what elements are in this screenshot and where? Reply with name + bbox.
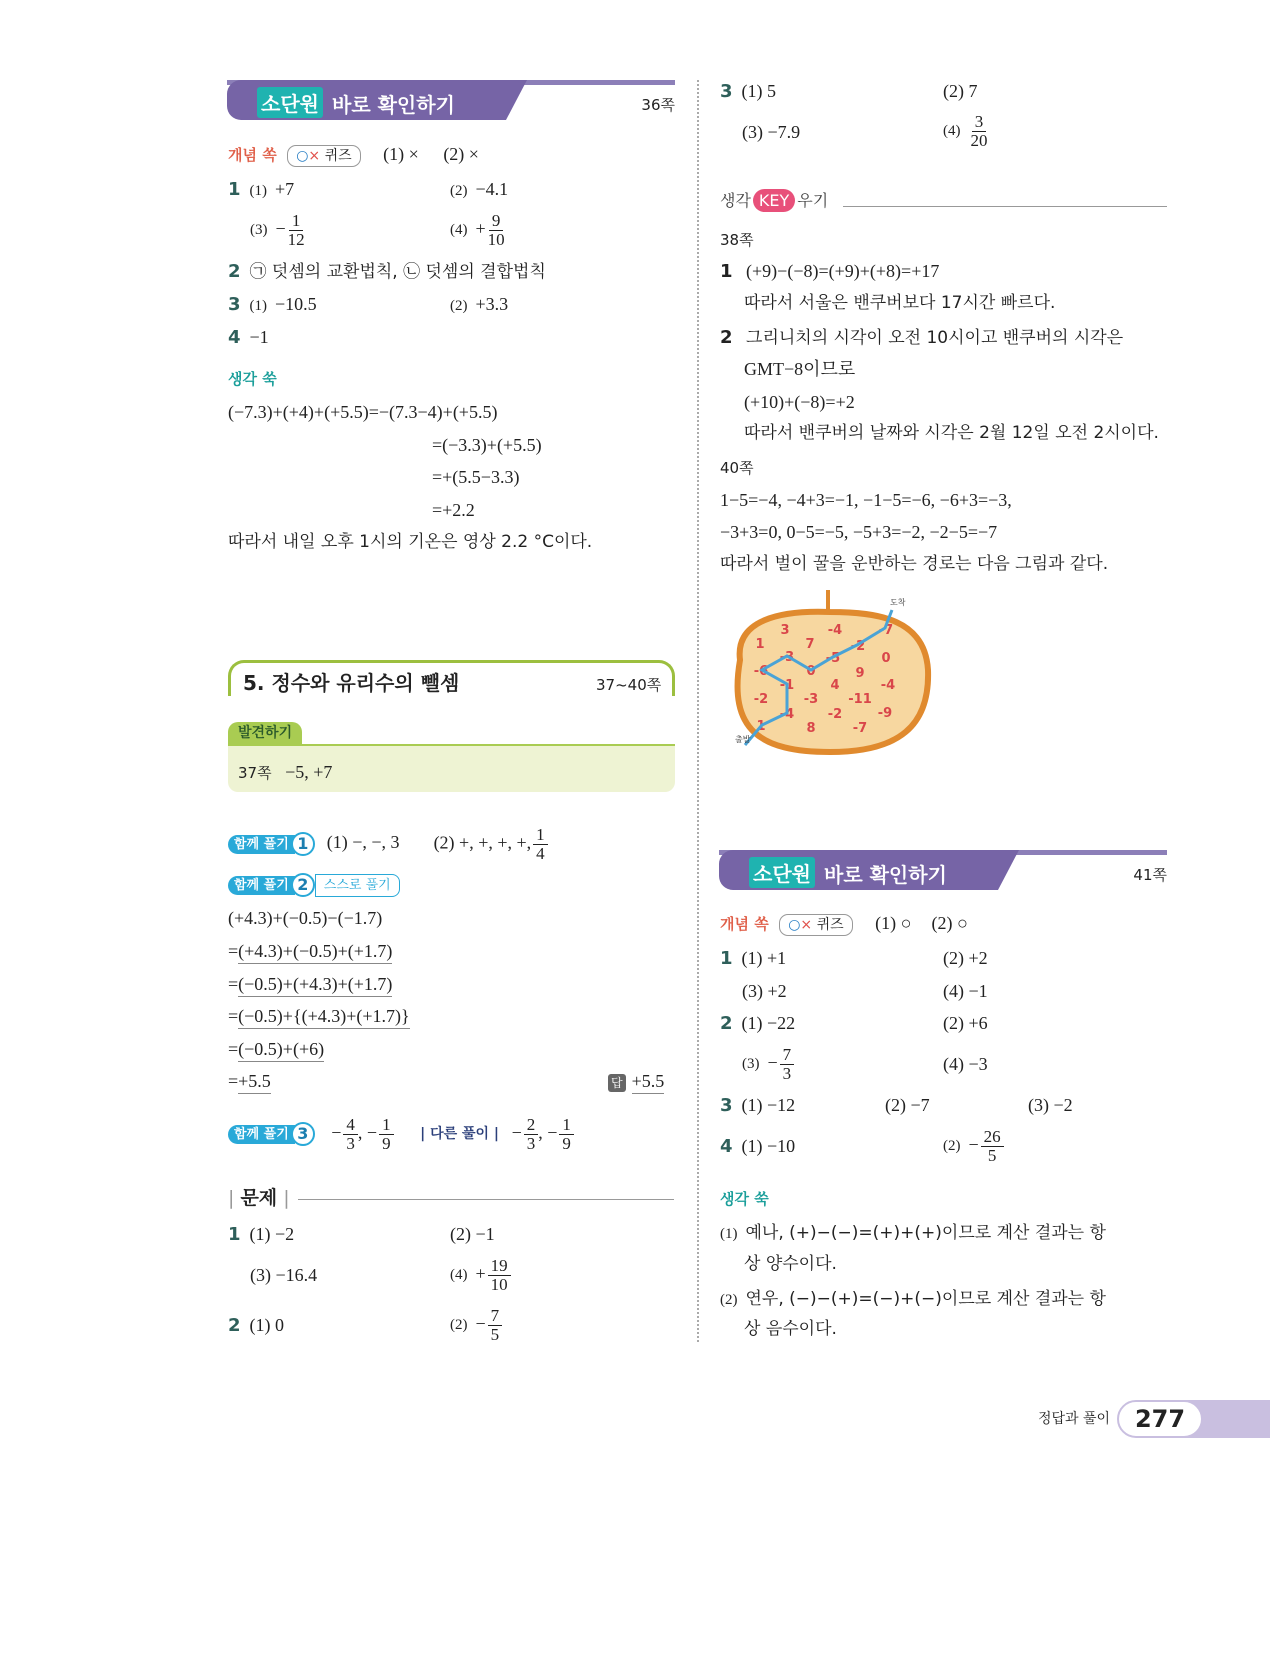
key-line: 2 그리니치의 시각이 오전 10시이고 밴쿠버의 시각은 [720,327,1124,348]
cell: -2 [753,692,769,707]
end-label: 도착 [890,598,906,607]
work-line: (+4.3)+(−0.5)−(−1.7) [228,908,383,928]
cell: 1 [756,719,766,734]
page-ref: 40쪽 [720,459,754,477]
key-heading: 생각 KEY 우기 [720,191,829,210]
key-line: 따라서 벌이 꿀을 운반하는 경로는 다음 그림과 같다. [720,554,1109,574]
q3-row: 3 (1) −10.5 [228,294,317,315]
together-2-row: 함께 풀기 2 스스로 풀기 [228,873,400,897]
alt-solution-label: 다른 풀이 [430,1126,490,1143]
answer: 3 (1) −12 [720,1095,796,1116]
cell: -5 [825,651,841,666]
fraction: $\frac{9}{10}$ [487,211,505,249]
discover-box: 37쪽 −5, +7 [228,744,675,792]
q4-row: 4 −1 [228,327,269,348]
answer: (3) −2 [1028,1095,1073,1115]
key-line: −3+3=0, 0−5=−5, −5+3=−2, −2−5=−7 [720,522,998,542]
answer: (2) − $\frac{7}{5}$ [450,1307,502,1344]
answer: (4) $\frac{3}{20}$ [943,112,988,150]
answer: (2) − $\frac{26}{5}$ [943,1128,1004,1165]
cell: -4 [880,678,896,693]
answer: (2) +2 [943,948,988,968]
answer: 2 (1) 0 [228,1315,285,1336]
answer: (3) − $\frac{7}{3}$ [742,1046,794,1083]
key-line: (+10)+(−8)=+2 [744,392,855,412]
cell: -4 [779,707,795,722]
fraction: $\frac{1}{12}$ [287,211,305,249]
cell: -7 [878,623,894,638]
cell: 4 [830,678,840,693]
equation-line: =(−3.3)+(+5.5) [432,435,542,455]
answer: 3 (1) 5 [720,81,777,102]
work-line: =(−0.5)+(+6) [228,1040,324,1058]
think-line: 상 음수이다. [744,1319,837,1339]
cell: -3 [803,692,819,707]
answer: (4) −1 [943,981,988,1001]
ox-quiz-badge: ○× 퀴즈 [287,145,360,167]
cell: -9 [877,706,893,721]
answer: 2 (1) −22 [720,1013,796,1034]
honeycomb-stem [826,590,830,612]
cell: 0 [806,664,816,679]
cell: -1 [779,678,795,693]
cell: 7 [805,637,815,652]
answer: (2) +3.3 [450,294,509,314]
answer: (4) + $\frac{19}{10}$ [450,1257,511,1294]
equation-line: =+2.2 [432,500,475,520]
work-line: =(−0.5)+(+4.3)+(+1.7) [228,975,392,993]
key-line: 따라서 밴쿠버의 날짜와 시각은 2월 12일 오전 2시이다. [744,423,1159,443]
think-label: 생각 쑥 [720,1190,769,1208]
cell: 8 [806,721,816,736]
work-line: =+5.5 [228,1072,271,1090]
together-1-row: 함께 풀기 1 (1) −, −, 3 (2) +, +, +, +, $\frac{1}{4}$ [228,826,548,863]
section-header-36 [227,80,675,120]
section-tag: 소단원 [749,857,815,888]
equation-line: (−7.3)+(+4)+(+5.5)=−(7.3−4)+(+5.5) [228,402,498,422]
final-answer: 답 +5.5 [608,1072,664,1090]
cell: -4 [827,623,843,638]
cell: -2 [850,639,866,654]
heading-rule [298,1199,674,1200]
section5-title: 5. 정수와 유리수의 뺄셈 [243,671,460,695]
answer: (2) 7 [943,81,978,101]
think-line: (1) 예나, (+)−(−)=(+)+(+)이므로 계산 결과는 항 [720,1223,1106,1243]
page-number: 277 [1117,1400,1203,1438]
together-3-row: 함께 풀기 3 − $\frac{4}{3}$ , − $\frac{1}{9}$ | 다른 풀이 | − $\frac{2}{3}$ , − $\frac{1}{9}$ [228,1116,574,1153]
answer: (3) − $\frac{1}{12}$ [250,211,305,249]
answer: (2) −4.1 [450,179,509,199]
cell: -2 [827,707,843,722]
section5-pages: 37~40쪽 [596,676,662,694]
honeycomb-path-figure [720,585,935,765]
think-label: 생각 쑥 [228,370,277,388]
heading-rule [843,206,1167,207]
start-label: 출발 [735,735,751,744]
problems-heading: | 문제 | [228,1187,290,1209]
page-ref: 38쪽 [720,231,754,249]
cell: 9 [855,666,865,681]
discover-tab: 발견하기 [228,722,302,744]
page-ref: 41쪽 [1133,866,1167,884]
section-tag: 소단원 [257,87,323,118]
work-line: =(−0.5)+{(+4.3)+(+1.7)} [228,1007,410,1025]
key-line: 1 (+9)−(−8)=(+9)+(+8)=+17 [720,261,940,282]
think-line: 상 양수이다. [744,1254,837,1274]
answer: 4 (1) −10 [720,1136,796,1157]
q1-row1: 1 (1) +7 [228,179,295,200]
answer: (3) −16.4 [250,1265,318,1285]
concept-quiz-row: 개념 쏙 ○× 퀴즈 (1) ○ (2) ○ [720,914,968,932]
concept-quiz-row [228,145,479,163]
cell: -6 [753,664,769,679]
answer: (4) + $\frac{9}{10}$ [450,211,505,249]
q2-row: 2 ㉠ 덧셈의 교환법칙, ㉡ 덧셈의 결합법칙 [228,261,546,282]
key-line: 따라서 서울은 밴쿠버보다 17시간 빠르다. [744,293,1056,313]
answer: (2) −1 [450,1224,495,1244]
section-title: 바로 확인하기 [332,93,455,117]
cell: -7 [852,721,868,736]
answer: (3) −7.9 [742,122,801,142]
concept-label: 개념 쏙 [228,146,277,164]
section-header-41 [719,850,1167,890]
think-line: (2) 연우, (−)−(+)=(−)+(−)이므로 계산 결과는 항 [720,1289,1106,1309]
cell: -11 [848,692,872,707]
answer: (1) × [383,144,419,164]
fraction: $\frac{1}{4}$ [533,826,548,863]
column-divider [697,80,699,1342]
key-line: GMT−8이므로 [744,359,856,379]
answer: (2) +6 [943,1013,988,1033]
page-ref: 36쪽 [641,96,675,114]
cell: 3 [780,623,790,638]
cell: 0 [881,651,891,666]
equation-line: =+(5.5−3.3) [432,467,520,487]
answer: 1 (1) +1 [720,948,787,969]
cell: -3 [779,650,795,665]
answer: 1 (1) −2 [228,1224,295,1245]
answer: (2) × [443,144,479,164]
work-line: =(+4.3)+(−0.5)+(+1.7) [228,942,392,960]
ox-quiz-badge: ○× 퀴즈 [779,914,852,936]
key-line: 1−5=−4, −4+3=−1, −1−5=−6, −6+3=−3, [720,490,1012,510]
cell: 1 [755,637,765,652]
conclusion: 따라서 내일 오후 1시의 기온은 영상 2.2 °C이다. [228,532,593,552]
answer: (4) −3 [943,1054,988,1074]
section-title: 바로 확인하기 [824,863,947,887]
answer: (2) −7 [885,1095,930,1115]
footer-label: 정답과 풀이 [1038,1411,1111,1427]
answer: (3) +2 [742,981,787,1001]
self-solve-badge: 스스로 풀기 [315,874,400,897]
